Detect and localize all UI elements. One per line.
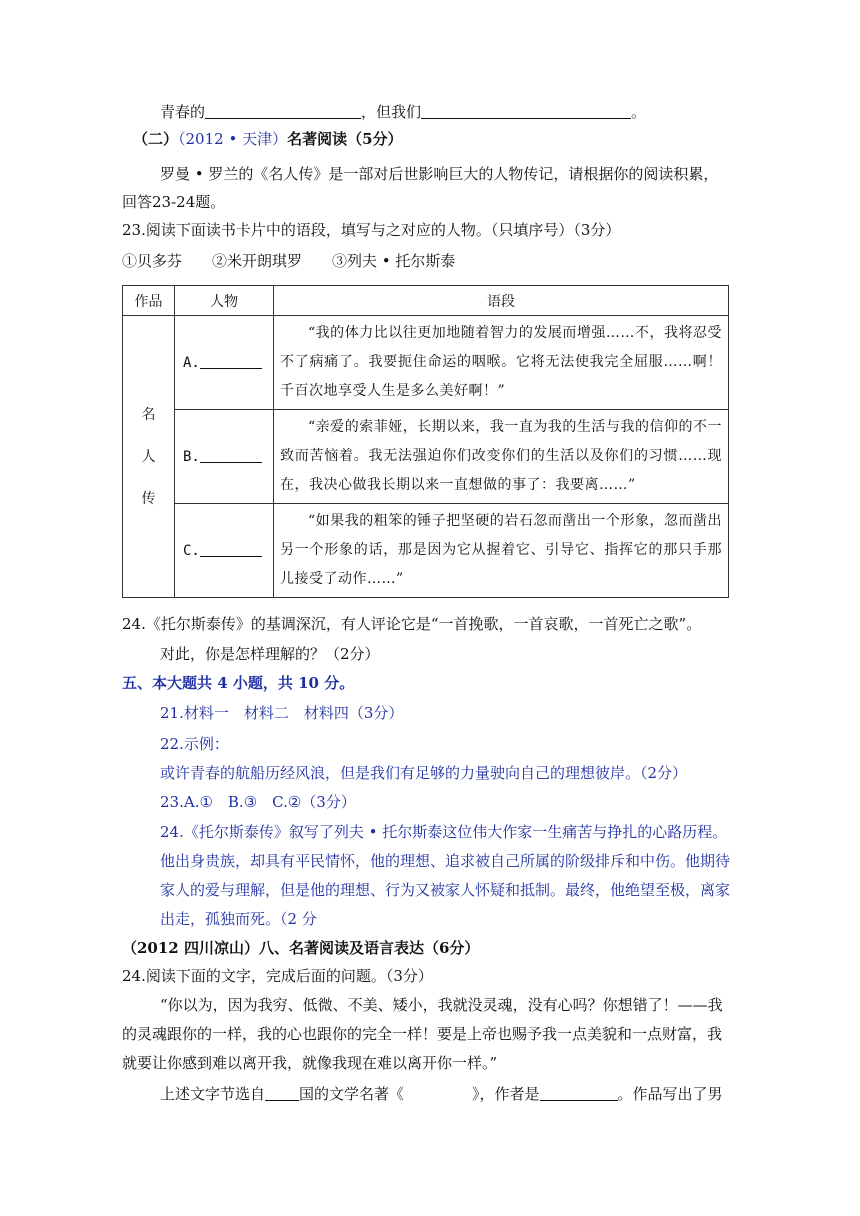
text: 上述文字节选自 — [160, 1085, 266, 1103]
person-blank — [200, 356, 262, 369]
question-24b: 24.阅读下面的文字，完成后面的问题。（3分） — [122, 967, 433, 985]
work-title-cell — [123, 316, 175, 598]
passage-a: “我的体力比以往更加地随着智力的发展而增强……不，我将忍受不了病痛了。我要扼住命运的咽喉。它将无法使我完全屈服……啊！千百次地享受人生是多么美好啊！” — [274, 316, 729, 410]
line-youth-fill — [160, 101, 646, 123]
passage-line-3: 就要让你感到难以离开我，就像我现在难以离开你一样。” — [122, 1054, 498, 1072]
person-label: C. — [183, 542, 200, 559]
fill-line — [160, 1083, 723, 1105]
answer-24-line-2: 他出身贵族，却具有平民情怀，他的理想、追求被自己所属的阶级排斥和中伤。他期待 — [160, 852, 731, 870]
text: 。作品写出了男 — [617, 1085, 723, 1103]
answer-24-line-4: 出走，孤独而死。（2 分 — [160, 910, 317, 928]
answer-22: 或许青春的航船历经风浪，但是我们有足够的力量驶向自己的理想彼岸。（2分） — [160, 764, 688, 782]
text: 青春的 — [160, 103, 206, 121]
person-cell-b — [175, 410, 274, 504]
text: 。 — [631, 103, 647, 121]
blank-2 — [421, 102, 631, 119]
work-title-char: 传 — [141, 490, 156, 507]
work-title — [123, 394, 174, 520]
blank-country — [265, 1084, 299, 1101]
passage-b: “亲爱的索菲娅，长期以来，我一直为我的生活与我的信仰的不一致而苦恼着。我无法强迫你们改变你们的生活以及你们的习惯……现在，我决心做我长期以来一直想做的事了：我要离……” — [274, 410, 729, 504]
section-8-heading: （2012 四川凉山）八、名著阅读及语言表达（6分） — [122, 939, 480, 957]
work-title-char: 名 — [141, 406, 156, 423]
passage-line-1: “你以为，因为我穷、低微、不美、矮小，我就没灵魂，没有心吗？你想错了！——我 — [160, 996, 723, 1014]
answer-24-line-3: 家人的爱与理解，但是他的理想、行为又被家人怀疑和抵制。最终，他绝望至极，离家 — [160, 881, 731, 899]
text: 》，作者是 — [472, 1085, 540, 1103]
header-passage: 语段 — [274, 286, 729, 316]
text: ，但我们 — [361, 103, 422, 121]
answers-heading: 五、本大题共 4 小题，共 10 分。 — [122, 674, 355, 692]
blank-1 — [205, 102, 361, 119]
intro-line-2: 回答23-24题。 — [122, 193, 226, 211]
blank-author — [540, 1084, 618, 1101]
header-work: 作品 — [123, 286, 175, 316]
answer-24-line-1: 24.《托尔斯泰传》叙写了列夫 • 托尔斯泰这位伟大作家一生痛苦与挣扎的心路历程。 — [160, 823, 728, 841]
person-blank — [200, 450, 262, 463]
text: 名著阅读（5分） — [287, 130, 403, 148]
answer-21: 21.材料一 材料二 材料四（3分） — [160, 704, 404, 722]
person-blank — [200, 544, 262, 557]
options-line: ①贝多芬 ②米开朗琪罗 ③列夫 • 托尔斯泰 — [122, 252, 456, 270]
section-2-heading — [133, 128, 403, 150]
person-cell-c — [175, 504, 274, 598]
text: 国的文学名著《 — [299, 1085, 405, 1103]
person-cell-a — [175, 316, 274, 410]
passage-line-2: 的灵魂跟你的一样，我的心也跟你的完全一样！要是上帝也赐予我一点美貌和一点财富，我 — [122, 1025, 723, 1043]
question-24-line-1: 24.《托尔斯泰传》的基调深沉，有人评论它是“一首挽歌，一首哀歌，一首死亡之歌”。 — [122, 615, 702, 633]
intro-line-1: 罗曼 • 罗兰的《名人传》是一部对后世影响巨大的人物传记，请根据你的阅读积累， — [160, 165, 719, 183]
answer-23: 23.A.① B.③ C.②（3分） — [160, 793, 356, 811]
answer-22-label: 22.示例： — [160, 735, 229, 753]
question-24-line-2: 对此，你是怎样理解的？（2分） — [160, 645, 380, 663]
question-23: 23.阅读下面读书卡片中的语段，填写与之对应的人物。（只填序号）（3分） — [122, 221, 621, 239]
reading-card-table — [122, 285, 729, 598]
text: （二） — [133, 130, 179, 148]
person-label: A. — [183, 354, 200, 371]
work-title-char: 人 — [141, 448, 156, 465]
header-person: 人物 — [175, 286, 274, 316]
source-tag: （2012 • 天津） — [178, 130, 288, 148]
passage-c: “如果我的粗笨的锤子把坚硬的岩石忽而凿出一个形象，忽而凿出另一个形象的话，那是因为它从握着它、引导它、指挥它的那只手那儿接受了动作……” — [274, 504, 729, 598]
person-label: B. — [183, 448, 200, 465]
